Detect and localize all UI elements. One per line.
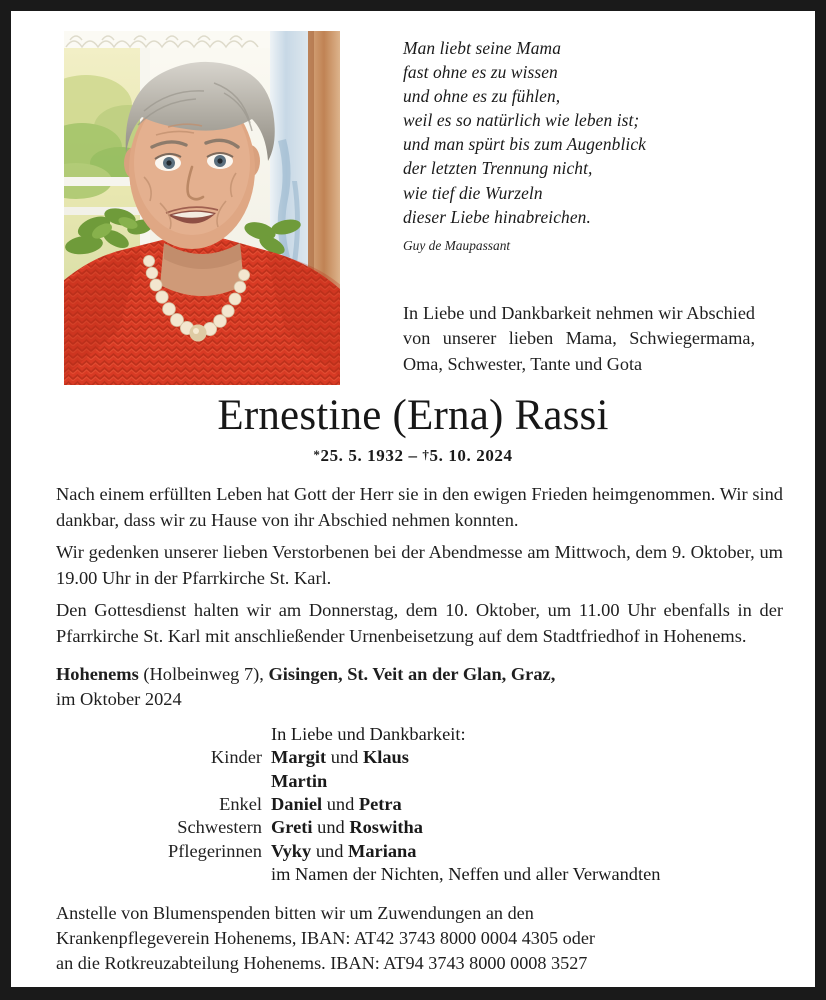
paragraph-evening-mass: Wir gedenken unserer lieben Verstorbenen bei der Abendmesse am Mittwoch, dem 9. Oktober, um 19.00 Uhr in der Pfarrkirche St. Karl. [56,542,783,588]
family-row-pflegerinnen [56,840,783,863]
family-names: Vyky und Mariana [271,840,417,861]
family-row-kinder [56,746,783,769]
place-primary: Hohenems [56,663,139,684]
family-row-enkel [56,793,783,816]
quote-line: der letzten Trennung nicht, [403,158,593,179]
birth-star-icon: * [313,447,321,462]
portrait-photo [64,31,340,385]
family-row-schwestern [56,816,783,839]
family-label: Pflegerinnen [168,840,262,861]
quote-line: und ohne es zu fühlen, [403,86,561,107]
donation-line-1: Anstelle von Blumenspenden bitten wir um Zuwendungen an den [56,902,534,923]
family-names: Margit und Klaus [271,747,409,768]
paragraph-service: Den Gottesdienst halten wir am Donnerstag, dem 10. Oktober, um 11.00 Uhr ebenfalls in der Pfarrkirche St. Karl mit anschließender Urnenbeisetzung auf dem Stadtfriedhof in Hohenems. [56,600,783,646]
date-separator: – [408,446,418,465]
family-footer-text: im Namen der Nichten, Neffen und aller Verwandten [271,864,661,885]
death-cross-icon: † [422,447,430,462]
quote-line: fast ohne es zu wissen [403,62,558,83]
body-text [11,482,815,713]
family-heading-row [56,723,783,746]
family-label: Kinder [210,747,262,768]
quote-attribution: Guy de Maupassant [403,237,511,253]
life-dates [11,446,815,466]
quote-line: weil es so natürlich wie leben ist; [403,110,640,131]
paragraph-passing: Nach einem erfüllten Leben hat Gott der Herr sie in den ewigen Frieden heimgenommen. Wir sind dankbar, dass wir zu Hause von ihr Abschied nehmen konnten. [56,484,783,530]
family-label: Schwestern [177,817,262,838]
family-names: Martin [271,770,328,791]
portrait-illustration [64,31,340,385]
places-line [56,662,783,713]
donation-line-2: Krankenpflegeverein Hohenems, IBAN: AT42 3743 8000 0004 4305 oder [56,927,595,948]
memorial-quote [403,36,753,255]
family-footer-row [56,863,783,886]
family-heading-text: In Liebe und Dankbarkeit: [271,723,466,744]
family-names: Daniel und Petra [271,793,402,814]
notice-date: im Oktober 2024 [56,689,182,710]
death-date: 5. 10. 2024 [429,446,513,465]
quote-line: dieser Liebe hinabreichen. [403,206,591,227]
quote-line: und man spürt bis zum Augenblick [403,134,646,155]
notice-inner-white-area [11,11,815,987]
place-address: (Holbeinweg 7), [138,663,269,684]
family-names: Greti und Roswitha [271,817,423,838]
birth-date: 25. 5. 1932 [320,446,404,465]
donation-request [11,901,815,977]
family-row-kinder-cont [56,770,783,793]
quote-line: Man liebt seine Mama [403,38,561,58]
dedication-paragraph: In Liebe und Dankbarkeit nehmen wir Abschied von unserer lieben Mama, Schwiegermama, Oma, Schwester, Tante und Gota [403,303,755,374]
donation-line-3: an die Rotkreuzabteilung Hohenems. IBAN: AT94 3743 8000 0008 3527 [56,953,588,973]
deceased-name: Ernestine (Erna) Rassi [217,392,609,439]
quote-line: wie tief die Wurzeln [403,182,543,203]
family-list [11,723,815,887]
top-section [11,11,815,383]
place-others: Gisingen, St. Veit an der Glan, Graz, [268,663,556,684]
family-label: Enkel [219,793,262,814]
